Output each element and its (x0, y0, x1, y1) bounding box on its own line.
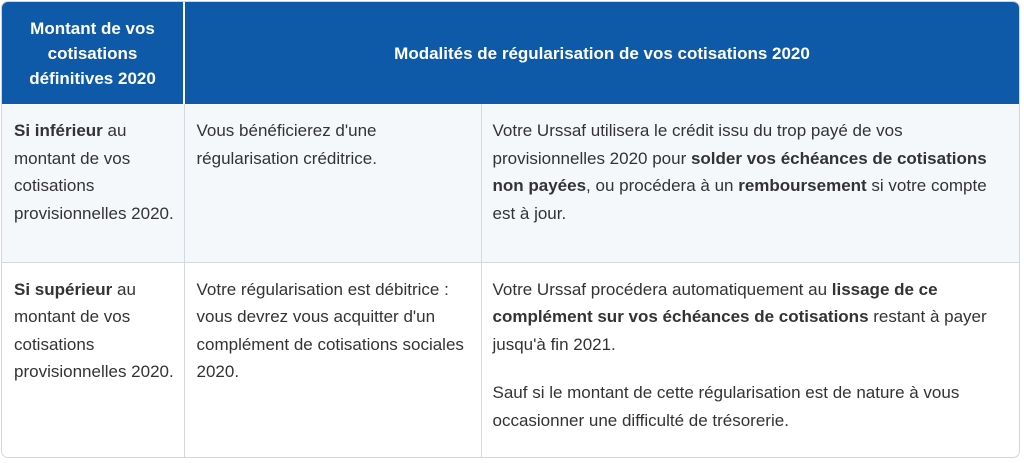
details-text: Sauf si le montant de cette régularisation est de nature à vous occasionner une difficulté de trésorerie. (492, 383, 960, 430)
header-modalities: Modalités de régularisation de vos cotisations 2020 (184, 2, 1019, 104)
table-row (2, 262, 1019, 457)
details-paragraph (493, 379, 1010, 434)
details-cell (481, 262, 1019, 457)
table (2, 2, 1019, 457)
details-cell (481, 104, 1019, 262)
condition-cell (2, 104, 184, 262)
details-text: si votre compte est à jour. (492, 176, 987, 223)
details-text: , ou procédera à un (586, 176, 739, 195)
details-paragraph (493, 276, 1010, 359)
condition-cell (2, 262, 184, 457)
condition-bold: Si inférieur (14, 121, 103, 140)
header-row (2, 2, 1019, 104)
table-body (2, 104, 1019, 457)
details-text: Votre Urssaf utilisera le crédit issu du trop payé de vos provisionnelles 2020 pour (492, 121, 903, 168)
regularisation-cell: Votre régularisation est débitrice : vous devrez vous acquitter d'un complément de cotisations sociales 2020. (184, 262, 481, 457)
details-paragraph (493, 117, 1010, 227)
regularisation-cell: Vous bénéficierez d'une régularisation créditrice. (184, 104, 481, 262)
condition-bold: Si supérieur (14, 279, 113, 299)
details-text: restant à payer jusqu'à fin 2021. (492, 307, 987, 354)
table-row (2, 104, 1019, 262)
details-bold-text: remboursement (738, 176, 867, 195)
table-header (2, 2, 1019, 104)
condition-text: au montant de vos cotisations provisionnelles 2020. (14, 121, 174, 223)
header-amount: Montant de vos cotisations définitives 2020 (2, 2, 184, 104)
condition-text: au montant de vos cotisations provisionnelles 2020. (14, 279, 174, 381)
regularisation-table (1, 1, 1020, 458)
details-text: Votre Urssaf procédera automatiquement au (492, 279, 832, 299)
details-bold-text: solder vos échéances de cotisations non payées (492, 148, 987, 195)
details-bold-text: lissage de ce complément sur vos échéances de cotisations (492, 279, 938, 326)
